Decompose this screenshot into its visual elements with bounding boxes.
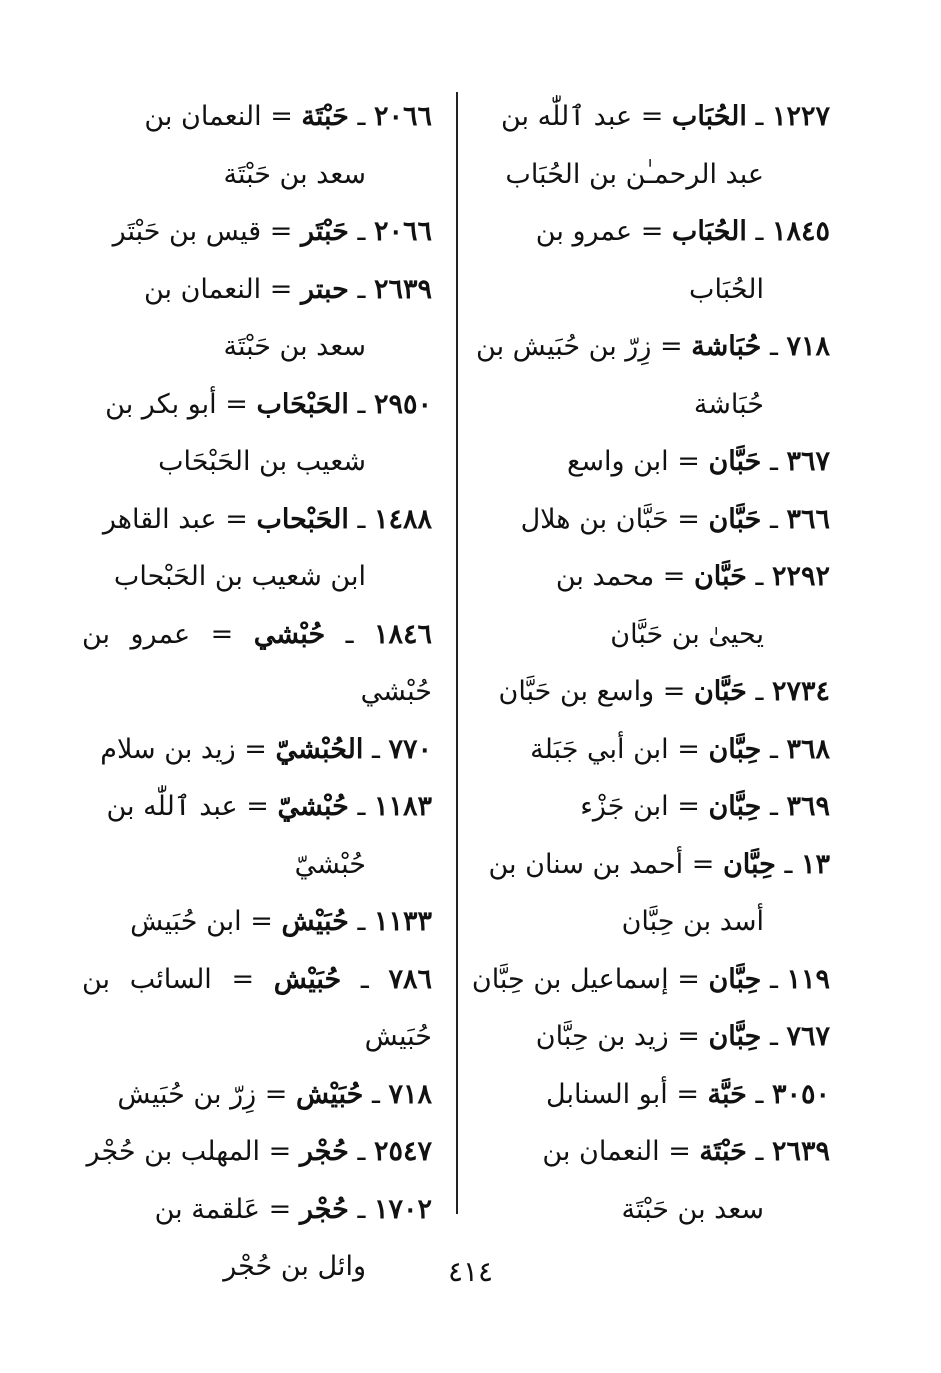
entry-number: ١٧٠٢	[373, 1193, 432, 1225]
entry-dash: ـ	[357, 1136, 366, 1167]
entry-reference: عَلقمة بن	[154, 1193, 261, 1225]
entry-reference: ابن أبي جَبَلة	[530, 733, 669, 765]
right-column	[458, 88, 830, 1238]
index-entry	[82, 491, 432, 606]
entry-name: حبتر	[300, 273, 349, 305]
entry-continuation: وائل بن حُجْر	[223, 1251, 366, 1282]
entry-name: حِبَّان	[708, 791, 762, 822]
entry-continuation: عبد الرحمـٰن بن الحُبَاب	[505, 158, 764, 190]
entry-equals: =	[269, 273, 293, 305]
entry-equals: =	[250, 906, 273, 937]
entry-reference: زيد بن سلام	[100, 733, 236, 765]
index-entry	[82, 376, 432, 491]
entry-name: حَبَّة	[707, 1078, 747, 1110]
entry-equals: =	[269, 216, 293, 247]
index-entry	[458, 951, 830, 1009]
index-entry	[458, 1066, 830, 1124]
entry-reference: إسماعيل بن حِبَّان	[471, 963, 669, 995]
entry-continuation: أسد بن حِبَّان	[621, 906, 764, 937]
entry-reference: ابن حُبَيش	[130, 906, 242, 937]
index-entry	[82, 261, 432, 376]
entry-number: ٧٧٠	[388, 733, 432, 765]
entry-reference: عمرو بن حُبْشي	[82, 618, 432, 707]
entry-number: ٢٦٣٩	[373, 273, 432, 305]
entry-number: ٧١٨	[786, 331, 830, 362]
entry-dash: ـ	[755, 676, 764, 707]
entry-number: ٢٢٩٢	[771, 561, 830, 592]
entry-dash: ـ	[769, 791, 778, 822]
entry-dash: ـ	[769, 446, 778, 477]
column-divider	[456, 92, 458, 1214]
entry-reference: عبد ٱللّٰه بن	[500, 101, 633, 132]
entry-number: ٧٨٦	[388, 963, 432, 995]
entry-dash: ـ	[360, 963, 369, 995]
entry-number: ٢٥٤٧	[373, 1136, 432, 1167]
entry-number: ١٨٤٦	[373, 618, 432, 650]
entry-reference: زِرّ بن حُبَيش	[117, 1078, 257, 1110]
index-entry	[82, 1066, 432, 1124]
entry-name: حِبَّان	[708, 733, 762, 765]
entry-equals: =	[640, 101, 664, 132]
index-entry	[458, 88, 830, 203]
entry-dash: ـ	[755, 561, 764, 592]
entry-name: الحُبَاب	[671, 101, 747, 132]
entry-name: الحُبْشيّ	[275, 733, 364, 765]
entry-equals: =	[246, 791, 269, 822]
entry-number: ١١٣٣	[373, 906, 432, 937]
entry-dash: ـ	[769, 963, 778, 995]
entry-equals: =	[244, 733, 267, 765]
entry-name: حَبْتَة	[301, 101, 349, 132]
index-entry	[82, 951, 432, 1066]
entry-reference: محمد بن	[555, 561, 655, 592]
entry-name: حَبَّان	[708, 446, 762, 477]
index-entry	[458, 203, 830, 318]
entry-name: حِبَّان	[708, 1021, 762, 1052]
entry-name: حُبْشي	[253, 618, 326, 650]
entry-dash: ـ	[357, 216, 366, 247]
entry-reference: عبد ٱللّٰه بن	[106, 791, 238, 822]
entry-name: حَبْتَة	[699, 1136, 747, 1167]
entry-equals: =	[677, 1021, 700, 1052]
entry-number: ٣٦٧	[786, 446, 830, 477]
entry-reference: زِرّ بن حُبَيش بن	[476, 331, 652, 362]
entry-reference: حَبَّان بن هلال	[520, 503, 669, 535]
entry-equals: =	[676, 1078, 699, 1110]
entry-equals: =	[662, 561, 686, 592]
entry-name: حُبَيْش	[281, 906, 349, 937]
entry-number: ٣٦٨	[786, 733, 830, 765]
entry-dash: ـ	[784, 848, 793, 880]
entry-dash: ـ	[755, 101, 764, 132]
entry-dash: ـ	[357, 101, 366, 132]
entry-name: الحَبْحَاب	[256, 388, 349, 420]
entry-number: ٢٠٦٦	[373, 101, 432, 132]
index-entry	[458, 1008, 830, 1066]
entry-name: حَبَّان	[693, 676, 747, 707]
entry-equals: =	[691, 848, 715, 880]
entry-name: حَبَّان	[708, 503, 762, 535]
index-entry	[82, 893, 432, 951]
entry-reference: أحمد بن سنان بن	[488, 848, 684, 880]
entry-number: ٢٦٣٩	[771, 1136, 830, 1167]
entry-dash: ـ	[755, 216, 764, 247]
entry-reference: عمرو بن	[535, 216, 633, 247]
entry-equals: =	[677, 446, 700, 477]
entry-dash: ـ	[769, 503, 778, 535]
entry-name: الحُبَاب	[671, 216, 747, 247]
entry-dash: ـ	[755, 1136, 764, 1167]
index-entry	[458, 663, 830, 721]
entry-dash: ـ	[357, 273, 366, 305]
entry-dash: ـ	[371, 1078, 380, 1110]
entry-name: حِبَّان	[722, 848, 776, 880]
index-entry	[82, 1123, 432, 1181]
entry-equals: =	[668, 1136, 691, 1167]
index-entry	[458, 491, 830, 549]
index-entry	[82, 203, 432, 261]
entry-equals: =	[268, 1193, 292, 1225]
entry-reference: عبد القاهر	[102, 503, 217, 535]
index-entry	[458, 778, 830, 836]
entry-name: حُجْر	[299, 1136, 349, 1167]
entry-equals: =	[231, 963, 255, 995]
index-entry	[82, 606, 432, 721]
entry-equals: =	[677, 503, 700, 535]
index-entry	[82, 88, 432, 203]
entry-number: ١٣	[800, 848, 830, 880]
entry-number: ٣٦٦	[786, 503, 830, 535]
entry-dash: ـ	[769, 733, 778, 765]
entry-dash: ـ	[345, 618, 354, 650]
entry-equals: =	[662, 676, 686, 707]
entry-number: ٧٦٧	[786, 1021, 830, 1052]
entry-continuation: ابن شعيب بن الحَبْحاب	[113, 561, 366, 592]
entry-continuation: سعد بن حَبْتَة	[223, 331, 366, 362]
index-entry	[458, 548, 830, 663]
entry-equals: =	[677, 733, 700, 765]
entry-dash: ـ	[769, 331, 778, 362]
entry-dash: ـ	[357, 503, 366, 535]
entry-dash: ـ	[357, 1193, 366, 1225]
index-entry	[458, 836, 830, 951]
entry-name: حُبَاشة	[691, 331, 762, 362]
left-column	[82, 88, 432, 1296]
entry-equals: =	[268, 1136, 292, 1167]
entry-continuation: حُبَاشة	[693, 388, 764, 420]
entry-equals: =	[640, 216, 664, 247]
entry-continuation: الحُبَاب	[689, 273, 764, 305]
entry-continuation: شعيب بن الحَبْحَاب	[158, 446, 366, 477]
entry-number: ٢٠٦٦	[373, 216, 432, 247]
entry-reference: المهلب بن حُجْر	[86, 1136, 261, 1167]
entry-continuation: سعد بن حَبْتَة	[621, 1193, 764, 1225]
entry-dash: ـ	[371, 733, 380, 765]
index-entry	[458, 1123, 830, 1238]
entry-equals: =	[264, 1078, 288, 1110]
entry-reference: ابن جَزْء	[580, 791, 669, 822]
entry-dash: ـ	[357, 791, 366, 822]
entry-reference: أبو السنابل	[546, 1078, 668, 1110]
entry-reference: أبو بكر بن	[105, 388, 217, 420]
entry-reference: النعمان بن	[144, 101, 262, 132]
entry-number: ٣٠٥٠	[771, 1078, 830, 1110]
entry-continuation: حُبْشيّ	[294, 848, 366, 880]
entry-number: ١١٨٣	[373, 791, 432, 822]
entry-equals: =	[677, 963, 700, 995]
entry-number: ١٨٤٥	[771, 216, 830, 247]
entry-number: ٣٦٩	[786, 791, 830, 822]
entry-dash: ـ	[769, 1021, 778, 1052]
entry-equals: =	[225, 503, 248, 535]
entry-name: حَبَّان	[693, 561, 747, 592]
entry-number: ٢٩٥٠	[373, 388, 432, 420]
entry-name: الحَبْحاب	[256, 503, 349, 535]
entry-equals: =	[270, 101, 293, 132]
index-entry	[82, 778, 432, 893]
entry-reference: واسع بن حَبَّان	[498, 676, 655, 707]
entry-equals: =	[210, 618, 234, 650]
entry-reference: السائب بن حُبَيش	[82, 963, 432, 1052]
entry-equals: =	[677, 791, 700, 822]
entry-number: ٢٧٣٤	[771, 676, 830, 707]
entry-name: حُبْشيّ	[277, 791, 349, 822]
entry-continuation: يحيىٰ بن حَبَّان	[610, 618, 764, 650]
entry-number: ١٤٨٨	[373, 503, 432, 535]
entry-number: ١١٩	[786, 963, 830, 995]
page-number: ٤١٤	[447, 1255, 494, 1288]
entry-name: حُجْر	[299, 1193, 349, 1225]
entry-equals: =	[225, 388, 248, 420]
entry-number: ١٢٢٧	[771, 101, 830, 132]
entry-name: حُبَيْش	[295, 1078, 364, 1110]
entry-reference: النعمان بن	[143, 273, 262, 305]
index-entry	[82, 721, 432, 779]
index-entry	[458, 433, 830, 491]
entry-name: حُبَيْش	[273, 963, 342, 995]
entry-dash: ـ	[755, 1078, 764, 1110]
entry-dash: ـ	[357, 906, 366, 937]
entry-number: ٧١٨	[388, 1078, 432, 1110]
entry-reference: زيد بن حِبَّان	[535, 1021, 669, 1052]
entry-reference: ابن واسع	[566, 446, 669, 477]
entry-name: حَبْتَر	[300, 216, 349, 247]
index-entry	[458, 318, 830, 433]
entry-continuation: سعد بن حَبْتَة	[223, 158, 366, 190]
entry-name: حِبَّان	[708, 963, 762, 995]
entry-reference: النعمان بن	[542, 1136, 660, 1167]
entry-equals: =	[659, 331, 683, 362]
index-entry	[458, 721, 830, 779]
entry-reference: قيس بن حَبْتَر	[112, 216, 262, 247]
entry-dash: ـ	[357, 388, 366, 420]
